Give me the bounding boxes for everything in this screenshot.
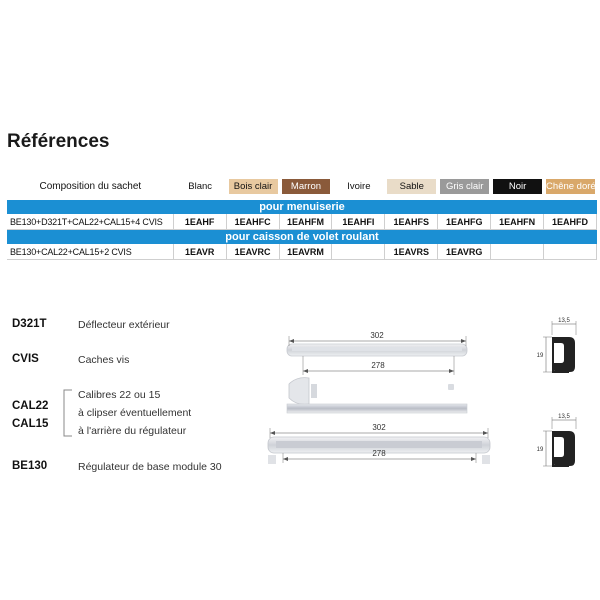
part-desc-cal-line3: à l'arrière du régulateur xyxy=(78,425,187,437)
reference-cell: 1EAHFD xyxy=(544,214,597,230)
reference-cell: 1EAVRS xyxy=(385,244,438,260)
part-code-d321t: D321T xyxy=(12,318,47,330)
reference-cell: 1EAVRM xyxy=(280,244,333,260)
color-chip: Bois clair xyxy=(229,179,278,194)
color-chip: Noir xyxy=(493,179,542,194)
reference-cell: 1EAVR xyxy=(174,244,227,260)
dim-bottom-outer: 302 xyxy=(372,423,386,432)
reference-cell: 1EAHFG xyxy=(438,214,491,230)
profile-section-bottom xyxy=(543,417,576,466)
dim-bottom-inner: 278 xyxy=(372,449,386,458)
part-desc-cal-line1: Calibres 22 ou 15 xyxy=(78,389,161,401)
part-desc-cal-line2: à clipser éventuellement xyxy=(78,407,192,419)
part-code-cal22: CAL22 xyxy=(12,400,49,412)
section-band-caisson: pour caisson de volet roulant xyxy=(7,230,597,244)
reference-cell: 1EAVRC xyxy=(227,244,280,260)
color-chip: Blanc xyxy=(176,179,225,194)
reference-cell: 1EAVRG xyxy=(438,244,491,260)
composition-cell: BE130+CAL22+CAL15+2 CVIS xyxy=(7,244,174,260)
dim-top-inner: 278 xyxy=(371,361,385,370)
profile2-height: 19 xyxy=(536,447,544,453)
part-desc-d321t: Déflecteur extérieur xyxy=(78,319,170,331)
composition-cell: BE130+D321T+CAL22+CAL15+4 CVIS xyxy=(7,214,174,230)
screw-cover-image xyxy=(289,378,454,405)
profile1-width: 13,5 xyxy=(558,318,570,324)
section-band-menuiserie: pour menuiserie xyxy=(7,200,597,214)
profile1-height: 19 xyxy=(536,353,544,359)
part-code-cal15: CAL15 xyxy=(12,418,49,430)
part-code-be130: BE130 xyxy=(12,460,48,472)
reference-cell: 1EAHFI xyxy=(332,214,385,230)
part-code-cvis: CVIS xyxy=(12,353,39,365)
part-desc-be130: Régulateur de base module 30 xyxy=(78,461,222,473)
color-chip: Chêne doré xyxy=(546,180,596,192)
profile-section-top xyxy=(543,321,576,372)
color-chip: Gris clair xyxy=(440,179,489,194)
page-title: Références xyxy=(7,131,110,152)
color-chip: Ivoire xyxy=(334,179,383,194)
color-chip: Marron xyxy=(282,179,331,194)
reference-cell: 1EAHFS xyxy=(385,214,438,230)
dim-top-outer: 302 xyxy=(370,331,384,340)
part-desc-cvis: Caches vis xyxy=(78,354,130,366)
reference-cell: 1EAHFC xyxy=(227,214,280,230)
reference-cell: 1EAHFM xyxy=(280,214,333,230)
reference-cell: 1EAHF xyxy=(174,214,227,230)
reference-cell: 1EAHFN xyxy=(491,214,544,230)
profile2-width: 13,5 xyxy=(558,414,570,420)
deflector-image xyxy=(287,344,467,356)
calibre-image xyxy=(287,404,467,413)
color-chip: Sable xyxy=(387,179,436,194)
composition-header: Composition du sachet xyxy=(39,180,142,192)
